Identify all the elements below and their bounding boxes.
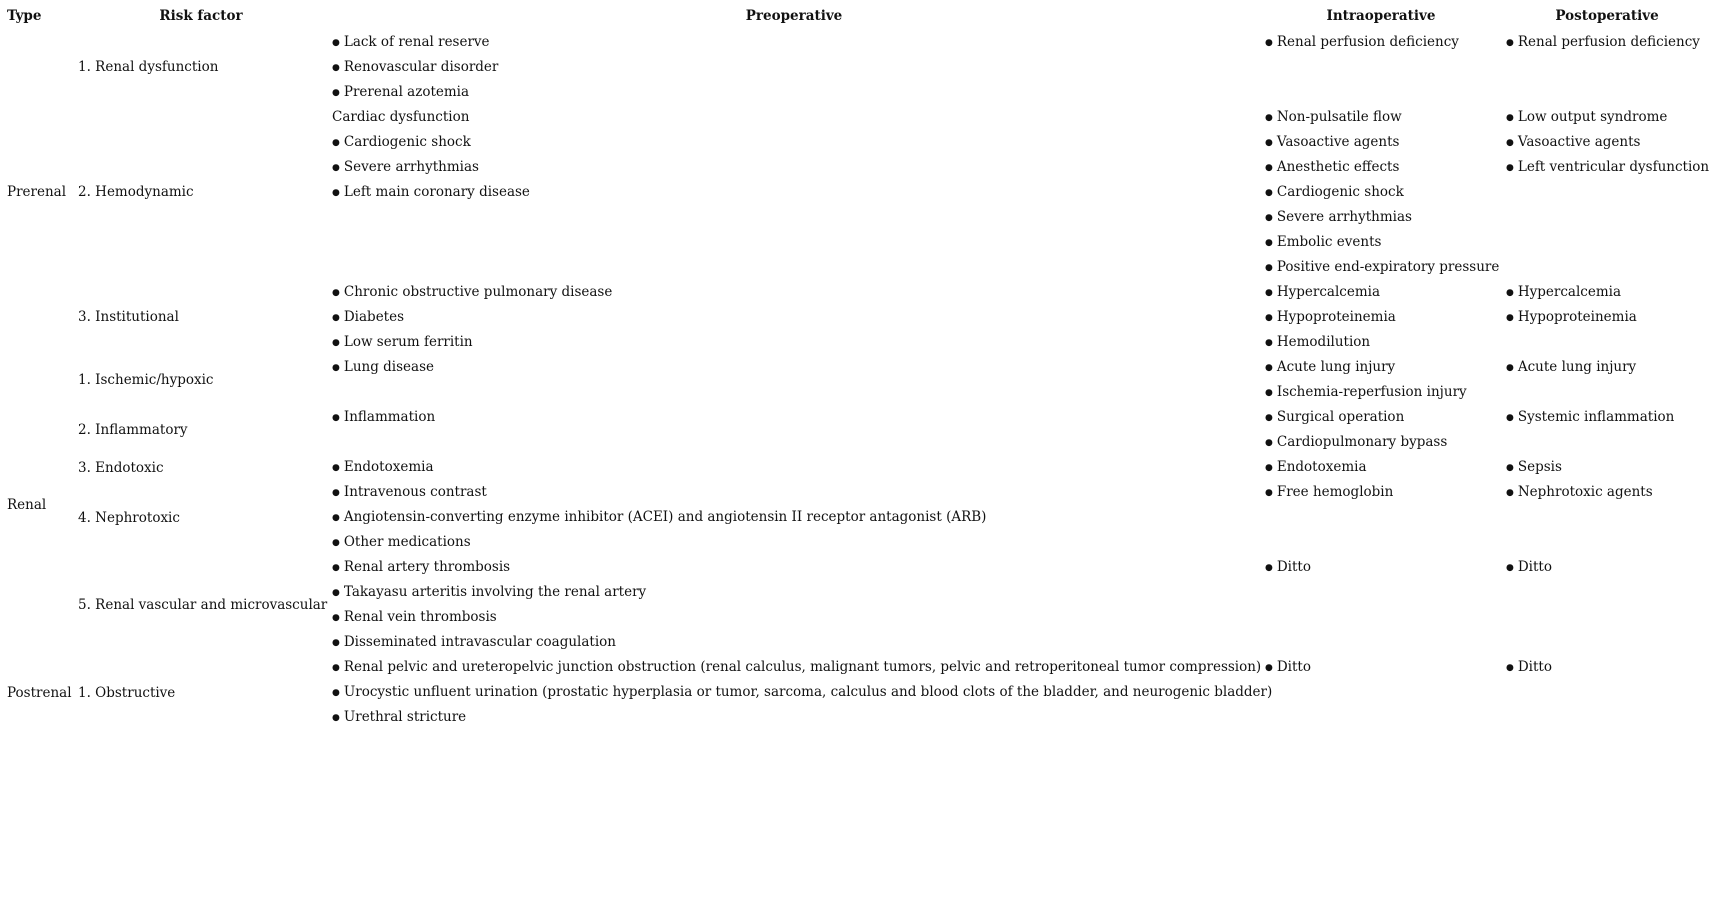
preoperative-cell: ● Left main coronary disease (332, 180, 530, 207)
table-row (0, 680, 1710, 705)
preoperative-cell: ● Cardiogenic shock (332, 130, 471, 157)
risk-factor-label: 5. Renal vascular and microvascular (78, 597, 328, 613)
preoperative-cell: ● Takayasu arteritis involving the renal artery (332, 580, 646, 607)
postoperative-cell: ● Left ventricular dysfunction (1506, 155, 1709, 182)
preoperative-cell: ● Renal pelvic and ureteropelvic junction obstruction (renal calculus, malignant tumors, pelvic and retroperitoneal tumor compression) (332, 655, 1261, 682)
table-row (0, 580, 1710, 605)
intraoperative-cell: ● Endotoxemia (1265, 455, 1367, 482)
table-row (0, 505, 1710, 530)
postoperative-cell: ● Systemic inflammation (1506, 405, 1674, 432)
intraoperative-cell: ● Embolic events (1265, 230, 1381, 257)
intraoperative-cell: ● Anesthetic effects (1265, 155, 1399, 182)
intraoperative-cell: ● Cardiopulmonary bypass (1265, 430, 1447, 457)
preoperative-cell: ● Renal vein thrombosis (332, 605, 497, 632)
preoperative-cell: ● Endotoxemia (332, 455, 434, 482)
postoperative-cell: ● Low output syndrome (1506, 105, 1667, 132)
intraoperative-cell: ● Vasoactive agents (1265, 130, 1399, 157)
preoperative-cell: ● Renovascular disorder (332, 55, 498, 82)
postoperative-cell: ● Sepsis (1506, 455, 1562, 482)
intraoperative-cell: ● Positive end-expiratory pressure (1265, 255, 1499, 282)
postoperative-cell: ● Acute lung injury (1506, 355, 1636, 382)
intraoperative-cell: ● Hypoproteinemia (1265, 305, 1396, 332)
type-label: Postrenal (7, 685, 72, 701)
intraoperative-cell: ● Severe arrhythmias (1265, 205, 1412, 232)
intraoperative-cell: ● Surgical operation (1265, 405, 1404, 432)
risk-factor-label: 2. Hemodynamic (78, 184, 194, 200)
header-type: Type (7, 8, 42, 24)
intraoperative-cell: ● Hemodilution (1265, 330, 1370, 357)
intraoperative-cell: ● Cardiogenic shock (1265, 180, 1404, 207)
header-risk-factor: Risk factor (159, 8, 243, 24)
risk-factor-label: 1. Renal dysfunction (78, 59, 219, 75)
table-row (0, 480, 1710, 505)
table-row (0, 205, 1710, 230)
preoperative-cell: ● Other medications (332, 530, 471, 557)
preoperative-cell: ● Urethral stricture (332, 705, 466, 732)
preoperative-cell: ● Low serum ferritin (332, 330, 473, 357)
preoperative-cell: ● Urocystic unfluent urination (prostatic hyperplasia or tumor, sarcoma, calculus and blood clots of the bladder, and neurogenic bladder) (332, 680, 1272, 707)
table-row (0, 255, 1710, 280)
risk-factor-label: 1. Ischemic/hypoxic (78, 372, 214, 388)
table-row (0, 130, 1710, 155)
table-row (0, 280, 1710, 305)
table-row (0, 105, 1710, 130)
table-row (0, 230, 1710, 255)
table-row (0, 655, 1710, 680)
preoperative-cell: ● Severe arrhythmias (332, 155, 479, 182)
postoperative-cell: ● Ditto (1506, 655, 1552, 682)
postoperative-cell: ● Hypercalcemia (1506, 280, 1621, 307)
preoperative-cell: ● Chronic obstructive pulmonary disease (332, 280, 612, 307)
postoperative-cell: ● Renal perfusion deficiency (1506, 30, 1700, 57)
intraoperative-cell: ● Ditto (1265, 555, 1311, 582)
table-row (0, 555, 1710, 580)
intraoperative-cell: ● Renal perfusion deficiency (1265, 30, 1459, 57)
intraoperative-cell: ● Non-pulsatile flow (1265, 105, 1402, 132)
risk-factor-label: 4. Nephrotoxic (78, 510, 180, 526)
preoperative-cell: ● Renal artery thrombosis (332, 555, 510, 582)
preoperative-cell: ● Angiotensin-converting enzyme inhibitor (ACEI) and angiotensin II receptor antagonist (ARB) (332, 505, 986, 532)
table-row (0, 705, 1710, 730)
postoperative-cell: ● Hypoproteinemia (1506, 305, 1637, 332)
header-postoperative: Postoperative (1555, 8, 1659, 24)
table-row (0, 180, 1710, 205)
table-row (0, 455, 1710, 480)
postoperative-cell: ● Nephrotoxic agents (1506, 480, 1653, 507)
table-row (0, 155, 1710, 180)
table-row (0, 55, 1710, 80)
preoperative-cell: ● Lack of renal reserve (332, 30, 490, 57)
risk-factor-label: 2. Inflammatory (78, 422, 188, 438)
intraoperative-cell: ● Acute lung injury (1265, 355, 1395, 382)
intraoperative-cell: ● Ditto (1265, 655, 1311, 682)
intraoperative-cell: ● Hypercalcemia (1265, 280, 1380, 307)
table-row (0, 405, 1710, 430)
table-row (0, 30, 1710, 55)
preoperative-cell: ● Inflammation (332, 405, 435, 432)
preoperative-cell: ● Intravenous contrast (332, 480, 487, 507)
header-intraoperative: Intraoperative (1326, 8, 1436, 24)
table-row (0, 630, 1710, 655)
risk-factor-label: 1. Obstructive (78, 685, 176, 701)
table-row (0, 305, 1710, 330)
table-row (0, 530, 1710, 555)
preoperative-cell: ● Lung disease (332, 355, 434, 382)
type-label: Prerenal (7, 184, 67, 200)
table-row (0, 430, 1710, 455)
preoperative-cell: ● Disseminated intravascular coagulation (332, 630, 616, 657)
table-row (0, 330, 1710, 355)
table-row (0, 605, 1710, 630)
preoperative-cell: ● Prerenal azotemia (332, 80, 469, 107)
intraoperative-cell: ● Ischemia-reperfusion injury (1265, 380, 1467, 407)
header-preoperative: Preoperative (745, 8, 843, 24)
risk-factor-label: 3. Endotoxic (78, 460, 164, 476)
intraoperative-cell: ● Free hemoglobin (1265, 480, 1393, 507)
table-row (0, 355, 1710, 380)
postoperative-cell: ● Vasoactive agents (1506, 130, 1640, 157)
type-label: Renal (7, 497, 47, 513)
preoperative-cell: ● Diabetes (332, 305, 404, 332)
risk-factor-label: 3. Institutional (78, 309, 179, 325)
postoperative-cell: ● Ditto (1506, 555, 1552, 582)
table-row (0, 80, 1710, 105)
preoperative-cell: Cardiac dysfunction (332, 109, 470, 125)
table-row (0, 380, 1710, 405)
